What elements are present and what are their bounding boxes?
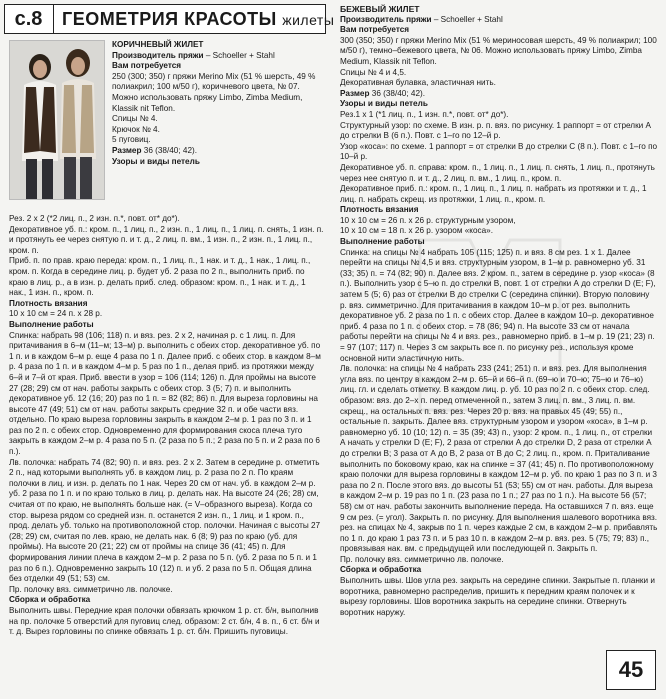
brown-buttons: 5 пуговиц. (112, 135, 151, 145)
brown-assembly-label: Сборка и обработка (9, 595, 91, 605)
beige-vest-column (340, 4, 658, 618)
brown-vest-intro (112, 40, 322, 167)
brown-vest-title: КОРИЧНЕВЫЙ ЖИЛЕТ (112, 40, 204, 49)
brown-work-text: Спинка: набрать 98 (106; 118) п. и вяз. рез. 2 х 2, начиная р. с 1 лиц. п. Для притачивания в 6–м (11–м; 13–м) р. выполнить с обеих стор. декоративное уб. по 1 п. и в каждом 6–м р. еще 4 раза по 1 п. Далее приб. с обеих стор. в каждом 8–м р. 4 раза по 1 п. и в каждом 4–м р. 5 раз по 1 п., делая приб. из протяжки между 6–й и 7–й от края. Приб. ввести в узор = 106 (114; 126) п. Для проймы на высоте 27 (28; 29) см от нач. работы закрыть с обеих стор. 3 (5; 7) п. и выполнить декоративное уб. 12 (16; 20) раз по 1 п. = 82 (82; 86) п. Для выреза горловины на высоте 47 (49; 51) см от нач. работы закрыть средние 32 п. и обе части вяз. отдельно. По краю выреза горловины закрыть в каждом 2–м р. 1 раз по 3 п. и 1 раз по 2 п. с обеих стор. Одновременно для формирования скоса плеча туго закрыть в каждом 2–м р. 4 раза по 5 п. (2 раза по 5 п.; 2 раза по 5 п. и 2 раза по 6 п.). Лв. полочка: набрать 74 (82; 90) п. и вяз. рез. 2 х 2. Затем в середине р. отметить 2 п., над которыми выполнять уб. в каждом лиц. р. 2 раза по 2 п. По краям полочки в лиц. и изн. р. делать по 1 нак. Через 20 см от нач. уб. в каждом 2–м р. уб. 2 раза по 1 п. и по краю только в лиц. р. делать нак. На высоте 24 (26; 28) см, считая от по краю, не выполнять больше нак. (= V–образного выреза). Когда со стор. выреза рядом со средней изн. п. останется 2 изн. п., 1 лиц. и 1 кром. п., прод. делать уб. только на противоположной стор. полочки. Начиная с высоты 27 (28; 29) см, считая по лев. краю, не делать нак. 6 (8; 9) раз по краю (уб. для проймы). На высоте 20 (21; 22) см от проймы на спице 36 (41; 45) п. Для формирования линии плеча в каждом 2–м р. 2 раза по 5 п. (уб. 2 раза по 5 п. и 1 раз по 6 п.). Одновременно закрыть 10 (12) п. и уб. 2 раза по 5 п. Общая длина без отделки 49 (51; 53) см. Пр. полочку вяз. симметрично лв. полочке. (9, 330, 321, 594)
model-photo (9, 40, 105, 200)
beige-patterns-label: Узоры и виды петель (340, 99, 428, 109)
beige-yarn-line: Производитель пряжи – Schoeller + Stahl (340, 14, 503, 24)
beige-assembly-label: Сборка и обработка (340, 565, 422, 575)
brown-density-label: Плотность вязания (9, 298, 88, 308)
beige-vest-title: БЕЖЕВЫЙ ЖИЛЕТ (340, 4, 420, 14)
brown-pattern-1: Рез. 2 х 2 (*2 лиц. п., 2 изн. п.*, повт. от* до*). (9, 214, 180, 223)
brown-need-text: 250 (300; 350) г пряжи Merino Mix (51 % шерсть, 49 % полиакрил; 100 м/50 г), коричневого цвета, № 07. Можно использовать пряжу Limbo, Zimba Medium, Klassik nit Teflon. (112, 71, 316, 113)
page-title (62, 9, 334, 30)
beige-pin: Декоративная булавка, эластичная нить. (340, 78, 496, 88)
page-label: с.8 (4, 4, 54, 34)
brown-yarn-line: Производитель пряжи – Schoeller + Stahl (112, 50, 275, 60)
brown-need-label: Вам потребуется (112, 61, 182, 71)
beige-need-text: 300 (350; 350) г пряжи Merino Mix (51 % мериносовая шерсть, 49 % полиакрил; 100 м/50 г), темно–бежевого цвета, № 06. Можно использовать пряжу Limbo, Zimba Medium, Klassik nit Teflon. (340, 35, 657, 66)
beige-pattern-4: Декоративное уб. п. справа: кром. п., 1 лиц. п., 1 лиц. п. снять, 1 лиц. п., протянуть через нее снятую п. и т. д., 2 лиц. п. вм., 1 лиц. п., кром. п. (340, 162, 655, 183)
brown-patterns-label: Узоры и виды петель (112, 156, 200, 166)
beige-density-2: 10 х 10 см = 18 п. х 26 р. узором «коса». (340, 226, 493, 236)
beige-work-text: Спинка: на спицы № 4 набрать 105 (115; 125) п. и вяз. 8 см рез. 1 х 1. Далее перейти на спицы № 4,5 и вяз. структурным узором, в 1–м р. равномерно уб. 31 (33; 35) п. = 74 (82; 90) п. Далее вяз. 2 кром. п., затем в середине р. узор «коса» (8 п.). Выполнить узор с 5–ю п. до стрелки В, повт. 1 от стрелки А до стрелки D (E; F), затем 5 (5; 6) раз от стрелки В до стрелки С (середина спинки). Вторую половину р. вяз. симметрично. Для притачивания в каждом 10–м р. от рез. выполнить декоративное уб. 2 раза по 1 п. с обеих стор. Далее в каждом 10–р. декоративное приб. 4 раза по 1 п. с обеих стор. = 78 (86; 94) п. На высоте 33 см от начала работы перейти на спицы № 4 и вяз. рез., равномерно приб. в 1–м р. 19 (21; 23) п. = 97 (107; 117) п. Через 3 см закрыть все п. по рисунку рез., используя кроме основной нити эластичную нить. Лв. полочка: на спицы № 4 набрать 233 (241; 251) п. и вяз. рез. Для выполнения угла вяз. по центру в каждом 2–м р. 65–й и 66–й п. (69–ю и 70–ю; 75–ю и 76–ю) лиц. гл. и сделать отметку. В каждом лиц. р. уб. 10 раз по 2 п. с обеих стор. след. образом: вяз. до 2–х п. перед отмеченной п., затем 3 лиц. п. вм., 3 лиц. п. вм. скрещ., на остальных п. вяз. рез. Через 20 р. вяз. на правых 45 (49; 55) п., остальные п. закрыть. Далее вяз. структурным узором и узором «коса», в 1–м р. равномерно уб. 10 (10; 12) п. = 35 (39; 43) п., узор: 2 кром. п., 1 лиц. п., от стрелки А начать у стрелки D (E; F), 2 раза от стрелки А до стрелки D, 2 раза от стрелки А до стрелки В; 3 раза от А до В, 2 раза от В до С; 2 лиц. п., кром. п. Приталивание выполнить по боковому краю, как на спинке = 37 (41; 45) п. По противоположному краю полочки для выреза горловины в каждом 12–м р. уб. по краю 1 раз по 3 п. и 3 раза по 2 п. После этого вяз. до высоты 51 (53; 55) см от нач. работы. Для выреза в каждом 2–м р. 19 раз по 1 п. (23 раза по 1 п.; 27 раз по 1 п.). На высоте 56 (57; 58) см от нач. работы закончить выполнение переда. На оставшихся 7 п. вяз. еще 9 см рез. (= угол). Закрыть п. по рисунку. Для выполнения шалевого воротника вяз. рез. на спицах № 4, закрыв по 1 п. через каждые 2 см, в каждом 2–м р. прибавлять по 1 п. до краю 1 раз 73 п. и 5 раз 10 п. в каждом 2–м р. вяз. рез. 5 (75; 79; 83) п., провязывая нак. вм. с предыдущей или последующей п. Закрыть п. Пр. полочку вяз. симметрично лв. полочке. (340, 247, 658, 564)
beige-need-label: Вам потребуется (340, 25, 410, 35)
beige-pattern-3: Узор «коса»: по схеме. 1 раппорт = от стрелки В до стрелки С (8 п.). Повт. с 1–го по 10–й р. (340, 141, 658, 162)
brown-work-label: Выполнение работы (9, 319, 94, 329)
brown-assembly-text: Выполнить швы. Передние края полочки обвязать крючком 1 р. ст. б/н, выполнив на пр. полочке 5 отверстий для пуговиц след. образом: 2 ст. б/н, 4 в. п., 6 ст. б/н и т. д. Вырез горловины по спинке обвязать 1 р. ст. б/н. Пришить пуговицы. (9, 605, 320, 637)
brown-pattern-3: Приб. п. по прав. краю переда: кром. п., 1 лиц. п., 1 нак. и т. д., 1 нак., 1 лиц. п., кром. п. Когда в середине лиц. р. будет уб. 2 раза по 2 п., выполнить приб. по краю в лиц. р., а в изн. р. делать приб. след. образом: кром. п., 1 нак. и т. д., 1 нак., 1 изн. п., кром. п. (9, 256, 311, 298)
beige-needles: Спицы № 4 и 4,5. (340, 67, 407, 77)
title-sub: жилеты (282, 12, 335, 28)
beige-pattern-1: Рез.1 х 1 (*1 лиц. п., 1 изн. п.*, повт. от* до*). (340, 109, 509, 119)
page-number: 45 (606, 650, 656, 690)
beige-work-label: Выполнение работы (340, 237, 425, 247)
brown-hook: Крючок № 4. (112, 124, 160, 134)
brown-size-line: Размер 36 (38/40; 42). (112, 145, 198, 155)
beige-assembly-text: Выполнить швы. Шов угла рез. закрыть на середине спинки. Закрытые п. планки и воротника, равномерно распределив, пришить к передним краям полочек и к вырезу горловины. Шов воротника закрыть на середине спинки. Отвернуть воротник наружу. (340, 576, 655, 617)
beige-pattern-2: Структурный узор: по схеме. В изн. р. п. вяз. по рисунку. 1 раппорт = от стрелки А до стрелки В (6 п.). Повт. с 1–го по 12–й р. (340, 120, 651, 141)
models-illustration (10, 41, 105, 200)
beige-size-line: Размер 36 (38/40; 42). (340, 88, 426, 98)
title-main: ГЕОМЕТРИЯ КРАСОТЫ (62, 9, 277, 29)
brown-vest-body (9, 214, 325, 638)
brown-density-text: 10 х 10 см = 24 п. х 28 р. (9, 309, 103, 319)
brown-needles: Спицы № 4. (112, 114, 158, 124)
beige-pattern-5: Декоративное приб. п.: кром. п., 1 лиц. п., 1 лиц. п. набрать из протяжки и т. д., 1 лиц. п. набрать скрещ. из протяжки, 1 лиц. п., кром. п. (340, 184, 647, 204)
beige-density-label: Плотность вязания (340, 205, 419, 215)
brown-pattern-2: Декоративное уб. п.: кром. п., 1 лиц. п., 2 изн. п., 1 лиц. п., 1 лиц. п. снять, 1 изн. п. и протянуть ее через снятую п. и т. д., 2 лиц. п. вм., 1 изн. п., 2 изн. п., 1 лиц. п., кром. п. (9, 224, 324, 255)
beige-density-1: 10 х 10 см = 26 п. х 26 р. структурным узором, (340, 215, 516, 225)
